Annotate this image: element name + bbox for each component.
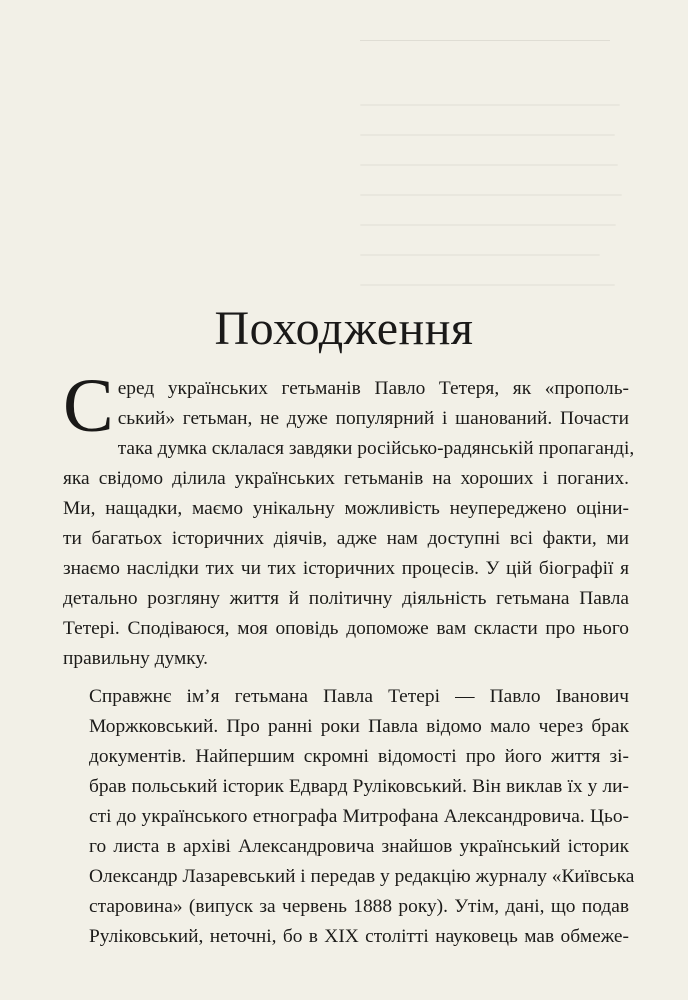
- bleed-through-header: [360, 40, 610, 41]
- text-line: детально розгляну життя й політичну діяльність гетьмана Павла: [63, 588, 629, 609]
- text-line: [63, 374, 629, 404]
- text-line-part: ський» гетьман, не дуже популярний і шанований. Почасти: [117, 408, 629, 429]
- text-line-part: еред українських гетьманів Павло Тетеря, як «прополь-: [117, 378, 629, 399]
- text-line: [63, 404, 629, 434]
- drop-cap: С: [63, 364, 114, 448]
- bleed-through-line: [360, 134, 615, 136]
- chapter-title: Походження: [214, 302, 474, 355]
- bleed-through-line: [360, 254, 600, 256]
- text-line: документів. Найпершим скромні відомості про його життя зі-: [89, 746, 629, 767]
- text-line: старовина» (випуск за червень 1888 року). Утім, дані, що подав: [89, 896, 629, 917]
- bleed-through-line: [360, 194, 622, 196]
- text-line: Руліковський, неточні, бо в XIX столітті науковець мав обмеже-: [89, 926, 629, 947]
- text-line: ти багатьох історичних діячів, адже нам доступні всі факти, ми: [63, 528, 629, 549]
- text-line: знаємо наслідки тих чи тих історичних процесів. У цій біографії я: [63, 558, 629, 579]
- bleed-through-line: [360, 104, 620, 106]
- bleed-through-line: [360, 164, 618, 166]
- bleed-through-line: [360, 224, 616, 226]
- text-line: Олександр Лазаревський і передав у редакцію журналу «Київська: [89, 866, 635, 887]
- text-line: Справжнє ім’я гетьмана Павла Тетері — Павло Іванович: [89, 686, 629, 707]
- body-text: [63, 364, 635, 952]
- bleed-through-line: [360, 284, 615, 286]
- text-line: Тетері. Сподіваюся, моя оповідь допоможе вам скласти про нього: [63, 618, 629, 639]
- text-line: Моржковський. Про ранні роки Павла відомо мало через брак: [89, 716, 629, 737]
- text-line: брав польський історик Едвард Руліковський. Він виклав їх у ли-: [89, 776, 629, 797]
- text-line: яка свідомо ділила українських гетьманів на хороших і поганих.: [63, 468, 629, 489]
- text-line: правильну думку.: [63, 648, 208, 669]
- paragraph-2: [63, 682, 635, 952]
- text-line: го листа в архіві Александровича знайшов український історик: [89, 836, 629, 857]
- text-line: сті до українського етнографа Митрофана Александровича. Цьо-: [89, 806, 629, 827]
- text-line: Ми, нащадки, маємо унікальну можливість неупереджено оціни-: [63, 498, 629, 519]
- paragraph-1: [63, 364, 635, 674]
- text-line: така думка склалася завдяки російсько-радянській пропаганді,: [117, 438, 635, 459]
